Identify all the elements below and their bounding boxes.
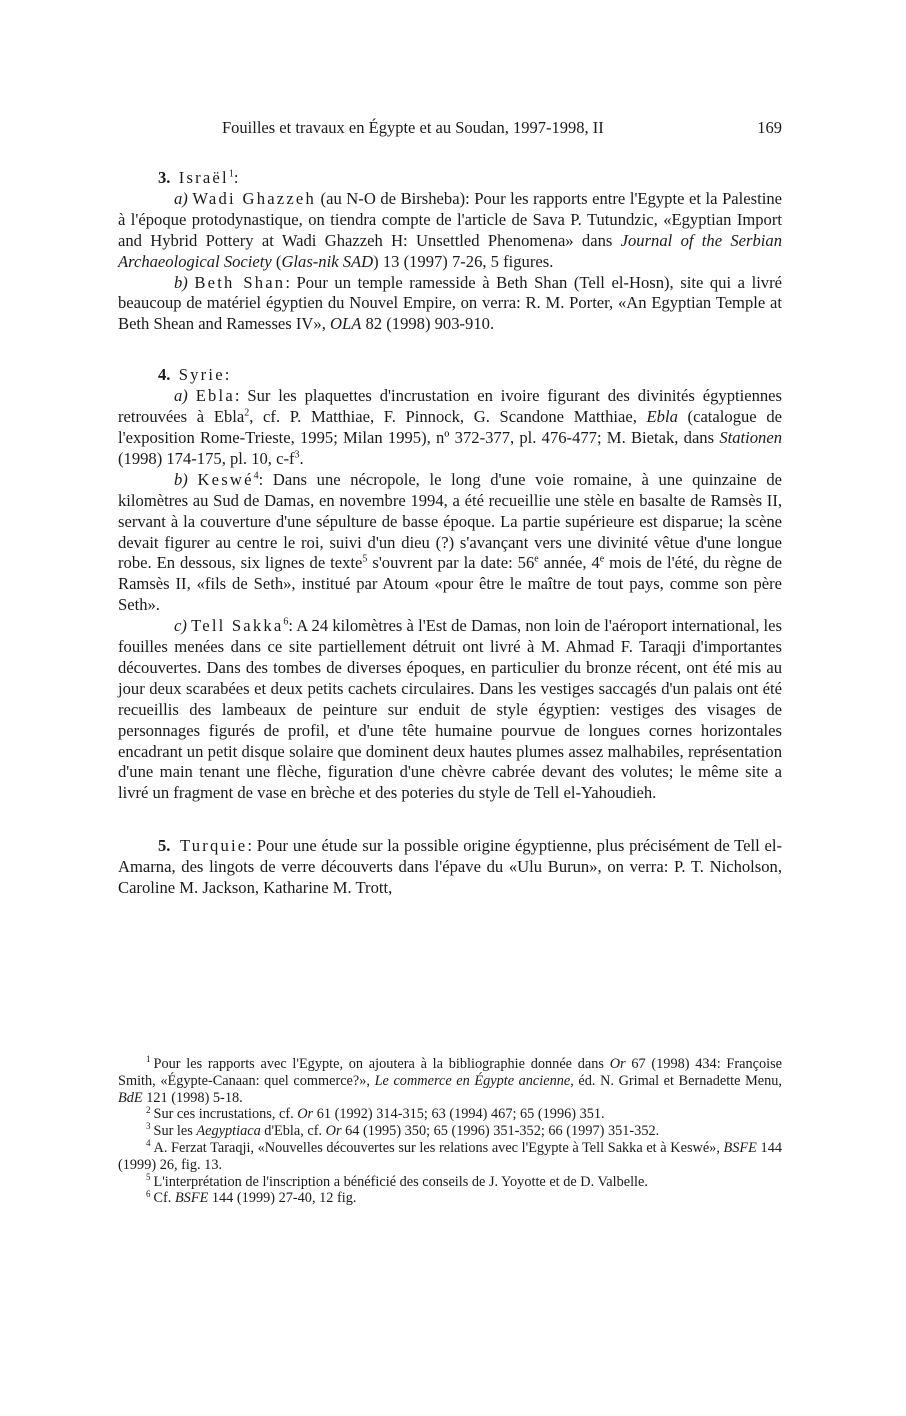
footnote-ref: 5 <box>362 553 368 565</box>
paragraph-tell-sakka: c) Tell Sakka$^6$: A 24 kilomètres à l'Est de Damas, non loin de l'aéroport international, les fouilles menées dans ce site partiellement détruit ont livré à M. Ahmad F. Taraqji d'importantes découvertes. Dans des tombes de diverses époques, en particulier du bronze récent, ont été mis au jour deux scarabées et deux petits cachets circulaires. Dans les vestiges saccagés d'un palais ont été recueillis des lambeaux de peinture sur enduit de style égyptien: vestiges des visages de personnages figurés de profil, et d'une tête humaine pourvue de longues cornes horizontales encadrant un petit disque solaire que dominent deux hautes plumes assez malhabiles, représentation d'une main tenant une flèche, figuration d'une chèvre cabrée devant des volutes; le même site a livré un fragment de vase en brèche et des poteries du style de Tell el-Yahoudieh. <box>118 616 782 803</box>
section-number: 5. <box>158 836 171 856</box>
paragraph-keswe: b) Keswé$^4$: Dans une nécropole, le long d'une voie romaine, à une quinzaine de kilomètres au Sud de Damas, en novembre 1994, a été recueillie une stèle en basalte de Ramsès II, servant à la couverture d'une sépulture de basse époque. La partie supérieure est disparue; la scène devait figurer au centre le roi, suivi d'un dieu (?) s'avançant vers une divinité vêtue d'une longue robe. En dessous, six lignes de texte$^5$ s'ouvrent par la date: 56e année, 4e mois de l'été, du règne de Ramsès II, «fils de Seth», institué par Atoum «pour être le maître de tout pays, comme son père Seth». <box>118 469 782 615</box>
paragraph-wadi-ghazzeh: a) Wadi Ghazzeh (au N-O de Birsheba): Pour les rapports entre l'Egypte et la Palestine à l'époque protodynastique, on tiendra compte de l'article de Sava P. Tutundzic, «Egyptian Import and Hybrid Pottery at Wadi Ghazzeh H: Unsettled Phenomena» dans Journal of the Serbian Archaeological Society (Glas-nik SAD) 13 (1997) 7-26, 5 figures. <box>118 188 782 271</box>
footnote-ref: 3 <box>294 449 300 461</box>
section-heading-syrie: 4. Syrie: <box>158 365 230 385</box>
running-head-title: Fouilles et travaux en Égypte et au Soudan, 1997-1998, II <box>222 118 604 137</box>
footnote-ref: 2 <box>244 407 250 419</box>
footnote-2: $^2$ Sur ces incrustations, cf. Or 61 (1992) 314-315; 63 (1994) 467; 65 (1996) 351. <box>146 1104 605 1123</box>
paragraph-turquie: 5. Turquie: Pour une étude sur la possible origine égyptienne, plus précisément de Tell el-Amarna, des lingots de verre découverts dans l'épave du «Ulu Burun», on verra: P. T. Nicholson, Caroline M. Jackson, Katharine M. Trott, <box>118 836 782 898</box>
page-number: 169 <box>757 118 782 137</box>
section-number: 4. <box>158 365 171 385</box>
section-heading-israel: 3. Israël$^1$: <box>158 168 239 187</box>
place-name: Tell Sakka <box>191 616 284 636</box>
place-name: Ebla <box>195 386 235 406</box>
paragraph-ebla: a) Ebla: Sur les plaquettes d'incrustation en ivoire figurant des divinités égyptiennes retrouvées à Ebla$^2$, cf. P. Matthiae, F. Pinnock, G. Scandone Matthiae, Ebla (catalogue de l'exposition Rome-Trieste, 1995; Milan 1995), nº 372-377, pl. 476-477; M. Bietak, dans Stationen (1998) 174-175, pl. 10, c-f$^3$. <box>118 386 782 468</box>
section-number: 3. <box>158 168 171 187</box>
paragraph-beth-shan: b) Beth Shan: Pour un temple ramesside à Beth Shan (Tell el-Hosn), site qui a livré beaucoup de matériel égyptien du Nouvel Empire, on verra: R. M. Porter, «An Egyptian Temple at Beth Shean and Ramesses IV», OLA 82 (1998) 903-910. <box>118 272 782 334</box>
footnote-6: $^6$ Cf. BSFE 144 (1999) 27-40, 12 fig. <box>146 1188 357 1207</box>
main-text <box>118 168 782 899</box>
section-name: Israël <box>178 168 229 187</box>
footnote-ref: 4 <box>253 470 259 482</box>
footnote-5: $^5$ L'interprétation de l'inscription a bénéficié des conseils de J. Yoyotte et de D. Valbelle. <box>146 1171 648 1190</box>
section-name: Syrie <box>178 365 225 385</box>
footnote-ref: 1 <box>228 168 234 180</box>
footnote-1: $^1$ Pour les rapports avec l'Egypte, on ajoutera à la bibliographie donnée dans Or 67 (1998) 434: Françoise Smith, «Égypte-Canaan: quel commerce?», Le commerce en Égypte ancienne, éd. N. Grimal et Bernadette Menu, BdE 121 (1998) 5-18. <box>118 1054 783 1106</box>
place-name: Wadi Ghazzeh <box>192 188 316 208</box>
footnote-4: $^4$ A. Ferzat Taraqji, «Nouvelles découvertes sur les relations avec l'Egypte à Tell Sakka et à Keswé», BSFE 144 (1999) 26, fig. 13. <box>118 1138 782 1173</box>
place-name: Keswé <box>197 469 254 489</box>
footnotes <box>118 1056 782 1207</box>
section-name: Turquie <box>179 836 248 856</box>
footnote-ref: 6 <box>283 616 289 628</box>
place-name: Beth Shan <box>194 272 286 292</box>
footnote-3: $^3$ Sur les Aegyptiaca d'Ebla, cf. Or 64 (1995) 350; 65 (1996) 351-352; 66 (1997) 351-352. <box>146 1121 660 1140</box>
